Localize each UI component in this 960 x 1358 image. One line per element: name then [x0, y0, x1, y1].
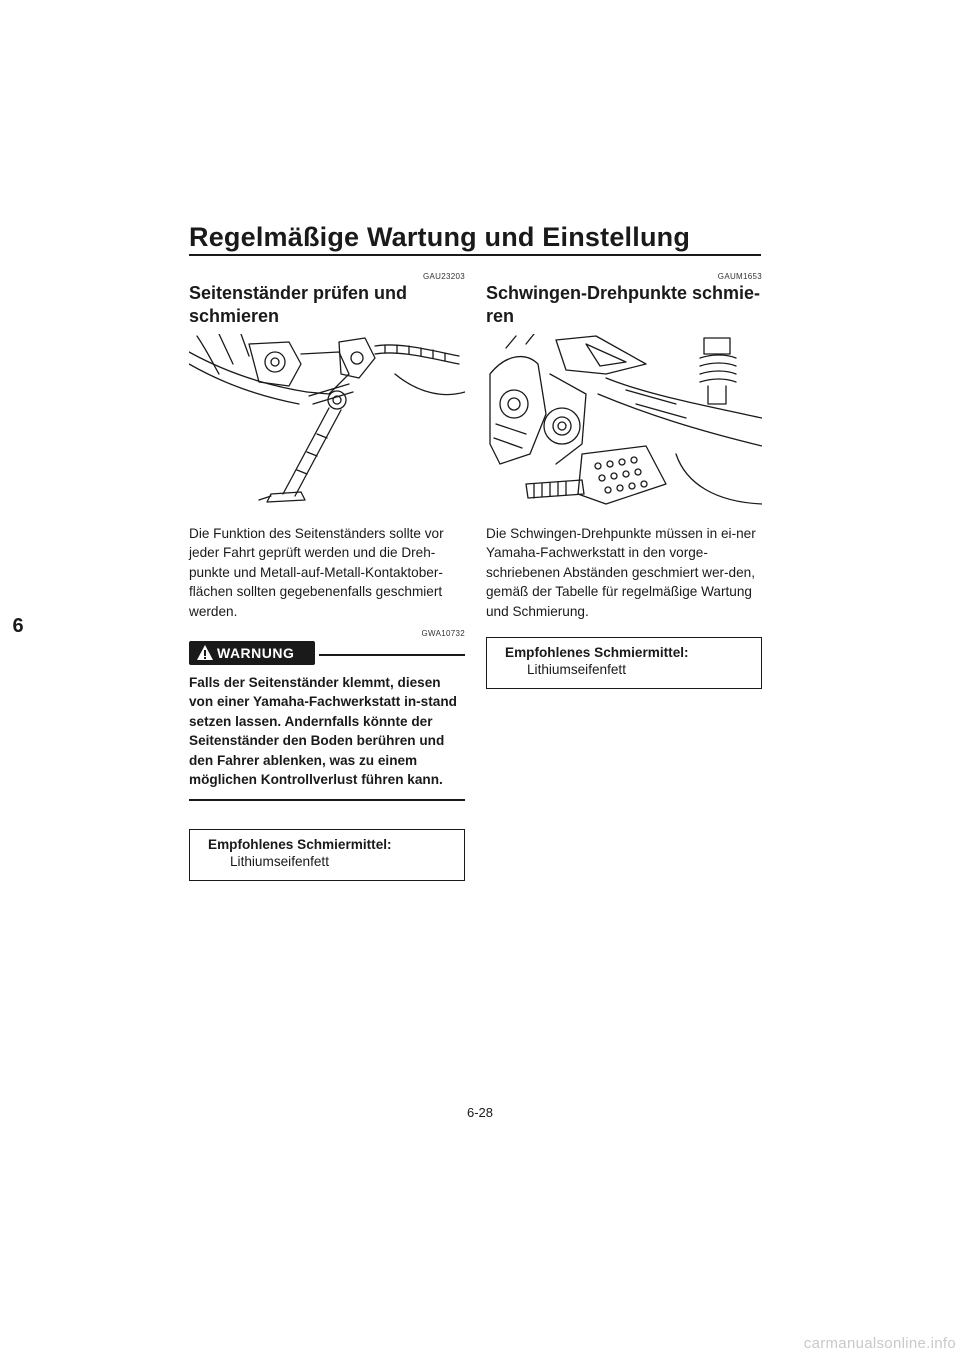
- lubricant-value: Lithiumseifenfett: [230, 854, 329, 870]
- lubricant-value: Lithiumseifenfett: [527, 662, 626, 678]
- warning-triangle-icon: [196, 644, 214, 662]
- warning-label: WARNUNG: [217, 645, 295, 662]
- section-code: GAU23203: [423, 272, 465, 281]
- warning-end-divider: [189, 799, 465, 801]
- warning-text: Falls der Seitenständer klemmt, diesen von einer Yamaha-Fachwerkstatt in-stand setzen lassen. Andernfalls könnte der Seitenständer den Boden berühren und den Fahrer ablenken, was zu einem möglichen Kontrollverlust führen kann.: [189, 675, 457, 788]
- swingarm-pivot-illustration: [486, 334, 762, 510]
- chapter-number: 6: [12, 615, 24, 637]
- section-title-swingarm: Schwingen-Drehpunkte schmie-ren: [486, 283, 761, 326]
- section-code: GAUM1653: [717, 272, 762, 281]
- swingarm-description: Die Schwingen-Drehpunkte müssen in ei-ner Yamaha-Fachwerkstatt in den vorge-schriebenen Abständen geschmiert wer-den, gemäß der Tabelle für regelmäßige Wartung und Schmierung.: [486, 526, 756, 619]
- watermark: carmanualsonline.info: [803, 1335, 956, 1352]
- lubricant-box-swingarm: [486, 637, 762, 689]
- lubricant-box-side-stand: [189, 829, 465, 881]
- warning-header: [189, 641, 465, 667]
- warning-code: GWA10732: [421, 629, 465, 639]
- lubricant-label: Empfohlenes Schmiermittel:: [208, 837, 392, 853]
- warning-divider: [319, 654, 465, 656]
- side-stand-illustration: [189, 334, 465, 510]
- right-column: [486, 272, 762, 689]
- warning-badge: [189, 641, 315, 665]
- lubricant-label: Empfohlenes Schmiermittel:: [505, 645, 689, 661]
- section-title-side-stand: Seitenständer prüfen und schmieren: [189, 283, 408, 326]
- page-title: Regelmäßige Wartung und Einstellung: [189, 222, 691, 252]
- title-divider: [189, 254, 761, 256]
- left-column: [189, 272, 465, 881]
- side-stand-description: Die Funktion des Seitenständers sollte vor jeder Fahrt geprüft werden und die Dreh-punkte und Metall-auf-Metall-Kontaktober-flächen sollten gegebenenfalls geschmiert werden.: [189, 526, 444, 619]
- page-number: 6-28: [466, 1105, 494, 1120]
